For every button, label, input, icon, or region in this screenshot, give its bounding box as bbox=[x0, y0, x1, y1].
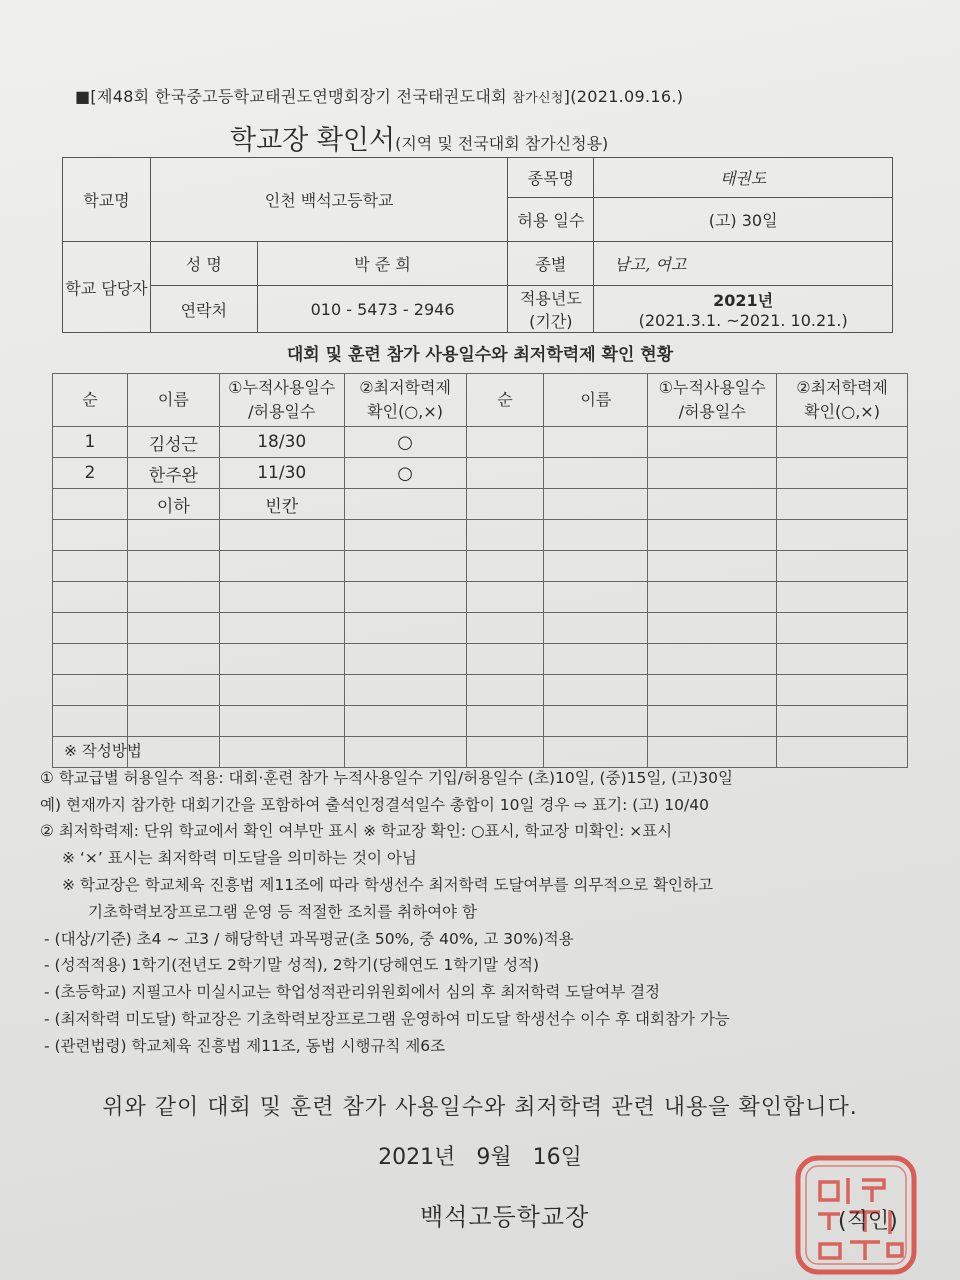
contact-value: 010 - 5473 - 2946 bbox=[257, 286, 508, 333]
table-row-empty bbox=[53, 613, 908, 644]
document-title bbox=[230, 118, 608, 157]
seal-label: (직인) bbox=[838, 1209, 898, 1234]
instruction-line: ② 최저학력제: 단위 학교에서 확인 여부만 표시 ※ 학교장 확인: ○표시, 학교장 미확인: ×표시 bbox=[40, 822, 673, 841]
table-row-empty bbox=[53, 644, 908, 675]
year-label: 적용년도 bbox=[519, 289, 582, 308]
instruction-line: - (관련법령) 학교체육 진흥법 제11조, 동법 시행규칙 제6조 bbox=[44, 1036, 446, 1055]
col-check-left: ②최저학력제 확인(○,×) bbox=[344, 374, 466, 427]
header-notice-date: ](2021.09.16.) bbox=[563, 87, 684, 106]
col-check-right: ②최저학력제 확인(○,×) bbox=[777, 374, 908, 427]
row-check bbox=[344, 489, 466, 520]
row-name: 한주완 bbox=[127, 458, 219, 489]
records-table bbox=[52, 373, 908, 768]
row-name: 이하 bbox=[127, 489, 219, 520]
info-table bbox=[62, 157, 893, 333]
row-days: 11/30 bbox=[219, 458, 344, 489]
row-check: ○ bbox=[344, 427, 466, 458]
table-row bbox=[53, 458, 908, 489]
row-no: 1 bbox=[53, 427, 128, 458]
category-label: 종별 bbox=[508, 242, 594, 286]
year-value-cell bbox=[594, 286, 893, 333]
period-value: (2021.3.1. ~2021. 10.21.) bbox=[638, 311, 848, 330]
instructions-heading: ※ 작성방법 bbox=[64, 742, 142, 760]
table-row-empty bbox=[53, 675, 908, 706]
title-main: 학교장 확인서 bbox=[230, 125, 396, 156]
instruction-line: 예) 현재까지 참가한 대회기간을 포함하여 출석인정결석일수 총합이 10일 경우 ⇨ 표기: (고) 10/40 bbox=[40, 795, 709, 814]
header-notice-small: 참가신청 bbox=[512, 91, 564, 106]
contact-label: 연락처 bbox=[150, 286, 257, 333]
col-no-right: 순 bbox=[466, 374, 544, 427]
table-row-empty bbox=[53, 706, 908, 737]
instructions bbox=[40, 738, 940, 1060]
row-name: 김성근 bbox=[127, 427, 219, 458]
title-sub: (지역 및 전국대회 참가신청용) bbox=[395, 134, 609, 153]
issue-date: 2021년 9월 16일 bbox=[378, 1145, 582, 1170]
school-value: 인천 백석고등학교 bbox=[150, 158, 508, 242]
year-value: 2021년 bbox=[713, 291, 774, 310]
row-no: 2 bbox=[53, 458, 128, 489]
table-row bbox=[53, 489, 908, 520]
school-label: 학교명 bbox=[63, 158, 151, 242]
col-days-right: ①누적사용일수 /허용일수 bbox=[648, 374, 777, 427]
instruction-line: ① 학교급별 허용일수 적용: 대회·훈련 참가 누적사용일수 기입/허용일수 (초)10일, (중)15일, (고)30일 bbox=[40, 768, 733, 787]
instruction-line: 기초학력보장프로그램 운영 등 적절한 조치를 취하여야 함 bbox=[88, 902, 477, 921]
col-no-left: 순 bbox=[53, 374, 128, 427]
name-value: 박 준 희 bbox=[257, 242, 508, 286]
table-header-row bbox=[53, 374, 908, 427]
manager-label: 학교 담당자 bbox=[63, 242, 151, 333]
instruction-line: - (최저학력 미도달) 학교장은 기초학력보장프로그램 운영하여 미도달 학생선수 이수 후 대회참가 가능 bbox=[44, 1009, 730, 1028]
period-label: (기간) bbox=[529, 312, 573, 331]
col-name-left: 이름 bbox=[127, 374, 219, 427]
section-title: 대회 및 훈련 참가 사용일수와 최저학력제 확인 현황 bbox=[286, 345, 674, 365]
table-row bbox=[53, 427, 908, 458]
table-row-empty bbox=[53, 520, 908, 551]
instruction-line: ※ ‘×’ 표시는 최저학력 미도달을 의미하는 것이 아님 bbox=[62, 849, 417, 868]
col-name-right: 이름 bbox=[544, 374, 648, 427]
row-days: 빈칸 bbox=[219, 489, 344, 520]
year-label-cell bbox=[508, 286, 594, 333]
confirm-statement: 위와 같이 대회 및 훈련 참가 사용일수와 최저학력 관련 내용을 확인합니다. bbox=[102, 1095, 858, 1120]
instruction-line: - (성적적용) 1학기(전년도 2학기말 성적), 2학기(당해연도 1학기말 성적) bbox=[44, 956, 540, 975]
row-days: 18/30 bbox=[219, 427, 344, 458]
event-label: 종목명 bbox=[508, 158, 594, 198]
event-value: 태권도 bbox=[594, 158, 893, 198]
name-label: 성 명 bbox=[150, 242, 257, 286]
instruction-line: ※ 학교장은 학교체육 진흥법 제11조에 따라 학생선수 최저학력 도달여부를 의무적으로 확인하고 bbox=[62, 875, 713, 894]
header-notice: ■[제48회 한국중고등학교태권도연맹회장기 전국태권도대회 참가신청](2021.09.16.) bbox=[75, 87, 684, 106]
row-no bbox=[53, 489, 128, 520]
instruction-line: - (대상/기준) 초4 ~ 고3 / 해당학년 과목평균(초 50%, 중 40%, 고 30%)적용 bbox=[44, 929, 574, 948]
category-value: 남고, 여고 bbox=[594, 242, 893, 286]
table-row-empty bbox=[53, 582, 908, 613]
principal-name: 백석고등학교장 bbox=[420, 1203, 590, 1231]
col-days-left: ①누적사용일수 /허용일수 bbox=[219, 374, 344, 427]
table-row-empty bbox=[53, 551, 908, 582]
instruction-line: - (초등학교) 지필고사 미실시교는 학업성적관리위원회에서 심의 후 최저학력 도달여부 결정 bbox=[44, 983, 661, 1002]
row-check: ○ bbox=[344, 458, 466, 489]
allowed-days-label: 허용 일수 bbox=[508, 198, 594, 242]
allowed-days-value: (고) 30일 bbox=[594, 198, 893, 242]
